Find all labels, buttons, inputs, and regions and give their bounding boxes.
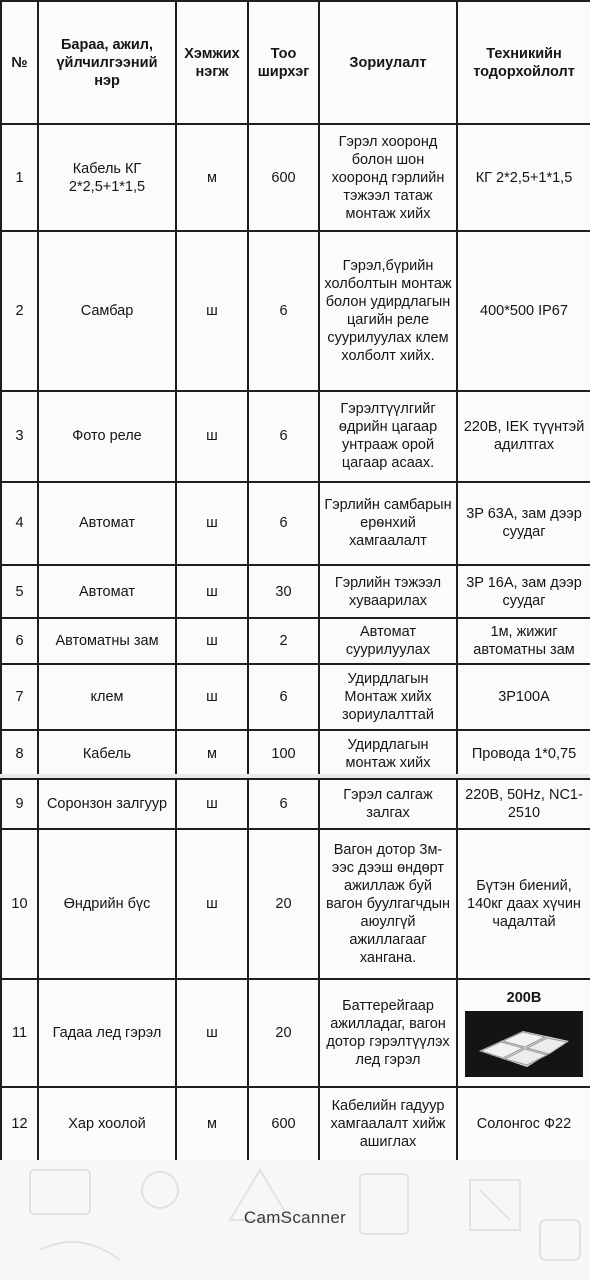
row-item-name: Фото реле <box>38 391 176 482</box>
header-number: № <box>1 1 38 124</box>
row-item-name: Автомат <box>38 482 176 565</box>
row-purpose: Гэрэл салгаж залгах <box>319 779 457 829</box>
row-item-name: Хар хоолой <box>38 1087 176 1161</box>
row-purpose: Гэрэл,бүрийн холболтын монтаж болон удирдлагын цагийн реле суурилуулах клем холболт хийх. <box>319 231 457 391</box>
row-specification: 3P 16A, зам дээр суудаг <box>457 565 590 619</box>
row-purpose: Гэрэл хооронд болон шон хооронд гэрлийн тэжээл татаж монтаж хийх <box>319 124 457 231</box>
row-item-name: клем <box>38 664 176 731</box>
table-row <box>1 565 590 619</box>
table-row <box>1 664 590 731</box>
row-purpose: Автомат суурилуулах <box>319 618 457 663</box>
row-item-name: Автоматны зам <box>38 618 176 663</box>
row-quantity: 6 <box>248 779 319 829</box>
scanner-footer <box>0 1160 590 1280</box>
row-number: 12 <box>1 1087 38 1161</box>
row-number: 1 <box>1 124 38 231</box>
table-header-row <box>1 1 590 124</box>
row-number: 3 <box>1 391 38 482</box>
row-unit: ш <box>176 565 248 619</box>
row-number: 8 <box>1 730 38 777</box>
row-purpose: Баттерейгаар ажилладаг, вагон дотор гэрэлтүүлэх лед гэрэл <box>319 979 457 1087</box>
header-specification: Техникийн тодорхойлолт <box>457 1 590 124</box>
row-number: 5 <box>1 565 38 619</box>
row-quantity: 600 <box>248 1087 319 1161</box>
table-row <box>1 829 590 979</box>
row-quantity: 600 <box>248 124 319 231</box>
row-specification: Солонгос Ф22 <box>457 1087 590 1161</box>
row-specification: 1м, жижиг автоматны зам <box>457 618 590 663</box>
header-quantity: Тоо ширхэг <box>248 1 319 124</box>
row-unit: ш <box>176 979 248 1087</box>
table-row <box>1 618 590 663</box>
row-specification: 220В, 50Hz, NC1-2510 <box>457 779 590 829</box>
row-unit: ш <box>176 664 248 731</box>
row-specification: КГ 2*2,5+1*1,5 <box>457 124 590 231</box>
row-number: 9 <box>1 779 38 829</box>
table-row <box>1 231 590 391</box>
row-number: 4 <box>1 482 38 565</box>
row-quantity: 20 <box>248 829 319 979</box>
row-number: 10 <box>1 829 38 979</box>
row-item-name: Кабель КГ 2*2,5+1*1,5 <box>38 124 176 231</box>
row-purpose: Удирдлагын Монтаж хийх зориулалттай <box>319 664 457 731</box>
table-row <box>1 979 590 1087</box>
header-unit: Хэмжих нэгж <box>176 1 248 124</box>
row-purpose: Кабелийн гадуур хамгаалалт хийж ашиглах <box>319 1087 457 1161</box>
row-unit: ш <box>176 482 248 565</box>
row-unit: м <box>176 1087 248 1161</box>
table-row <box>1 730 590 777</box>
row-unit: ш <box>176 618 248 663</box>
row-purpose: Гэрлийн самбарын ерөнхий хамгаалалт <box>319 482 457 565</box>
table-row <box>1 779 590 829</box>
table-row <box>1 482 590 565</box>
row-item-name: Автомат <box>38 565 176 619</box>
row-number: 7 <box>1 664 38 731</box>
row-specification <box>457 979 590 1087</box>
led-panel-image <box>465 1011 583 1077</box>
table-row <box>1 391 590 482</box>
row-unit: ш <box>176 829 248 979</box>
table-row <box>1 1087 590 1161</box>
camscanner-brand-label: CamScanner <box>243 1208 347 1227</box>
row-quantity: 2 <box>248 618 319 663</box>
row-quantity: 6 <box>248 391 319 482</box>
row-unit: м <box>176 124 248 231</box>
spec-table-bottom <box>0 778 590 1162</box>
row-number: 6 <box>1 618 38 663</box>
row-specification: 400*500 IP67 <box>457 231 590 391</box>
row-purpose: Гэрэлтүүлгийг өдрийн цагаар унтрааж орой цагаар асаах. <box>319 391 457 482</box>
row-unit: ш <box>176 231 248 391</box>
row-quantity: 6 <box>248 482 319 565</box>
row-item-name: Самбар <box>38 231 176 391</box>
row-unit: м <box>176 730 248 777</box>
row-quantity: 6 <box>248 664 319 731</box>
row-specification: 3P100A <box>457 664 590 731</box>
row-quantity: 100 <box>248 730 319 777</box>
row-item-name: Соронзон залгуур <box>38 779 176 829</box>
row-number: 2 <box>1 231 38 391</box>
row-specification-text: 200В <box>506 990 542 1006</box>
row-quantity: 6 <box>248 231 319 391</box>
header-purpose: Зориулалт <box>319 1 457 124</box>
row-number: 11 <box>1 979 38 1087</box>
header-item-name: Бараа, ажил, үйлчилгээний нэр <box>38 1 176 124</box>
table-row <box>1 124 590 231</box>
row-purpose: Гэрлийн тэжээл хуваарилах <box>319 565 457 619</box>
row-specification: 220В, IEK түүнтэй адилтгах <box>457 391 590 482</box>
row-quantity: 30 <box>248 565 319 619</box>
row-purpose: Удирдлагын монтаж хийх <box>319 730 457 777</box>
row-purpose: Вагон дотор 3м-ээс дээш өндөрт ажиллаж буй вагон буулгагчдын аюулгүй ажиллагааг хангана. <box>319 829 457 979</box>
row-specification: Провода 1*0,75 <box>457 730 590 777</box>
row-unit: ш <box>176 391 248 482</box>
row-item-name: Кабель <box>38 730 176 777</box>
row-unit: ш <box>176 779 248 829</box>
row-item-name: Гадаа лед гэрэл <box>38 979 176 1087</box>
row-quantity: 20 <box>248 979 319 1087</box>
row-specification: Бүтэн биений, 140кг даах хүчин чадалтай <box>457 829 590 979</box>
row-item-name: Өндрийн бүс <box>38 829 176 979</box>
row-specification: 3P 63A, зам дээр суудаг <box>457 482 590 565</box>
document-page-bottom <box>0 778 590 1160</box>
